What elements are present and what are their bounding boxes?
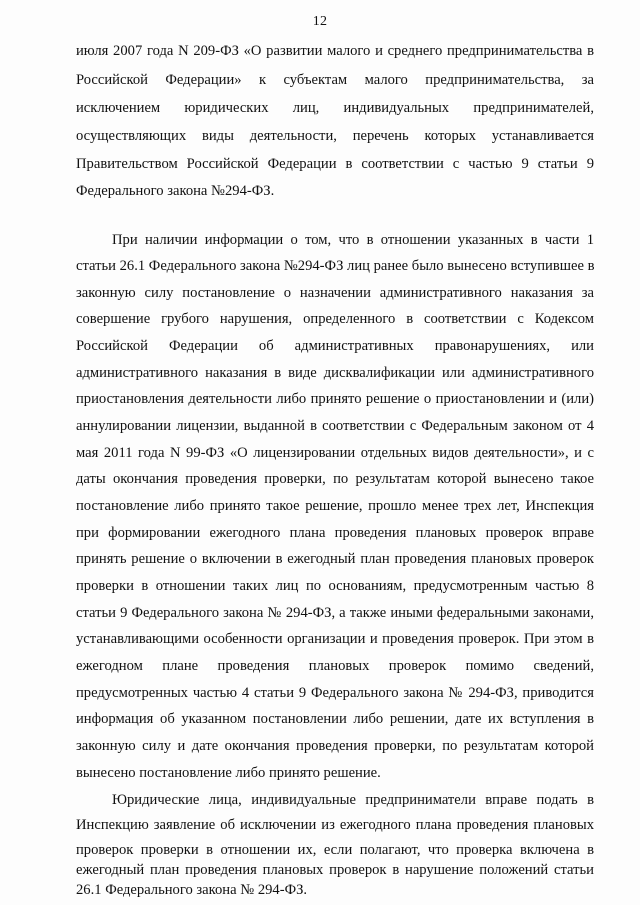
text-line: статьи 9 Федерального закона № 294-ФЗ, а также иными федеральными законами, <box>76 605 594 621</box>
text-line: статьи 26.1 Федерального закона №294-ФЗ лиц ранее было вынесено вступившее в <box>76 258 595 274</box>
text-line: ежегодный план проведения плановых проверок в нарушение положений статьи <box>76 862 594 878</box>
text-line: принять решение о включении в ежегодный план проведения плановых проверок <box>76 551 594 567</box>
text-line: исключением юридических лиц, индивидуальных предпринимателей, <box>76 100 594 116</box>
text-line: июля 2007 года N 209-ФЗ «О развитии малого и среднего предпринимательства в <box>76 43 594 59</box>
text-line: проверки в отношении таких лиц по основаниям, предусмотренным частью 8 <box>76 578 594 594</box>
text-line: постановление либо принято такое решение, прошло менее трех лет, Инспекция <box>76 498 594 514</box>
text-line: даты окончания проведения проверки, по результатам которой вынесено такое <box>76 471 594 487</box>
text-line: устанавливающими особенности организации и проведения проверок. При этом в <box>76 631 594 647</box>
page-number: 12 <box>312 14 328 29</box>
text-line: аннулировании лицензии, выданной в соответствии с Федеральным законом от 4 <box>76 418 594 434</box>
text-line: Российской Федерации» к субъектам малого предпринимательства, за <box>76 72 594 88</box>
text-line: законную силу постановление о назначении административного наказания за <box>76 285 594 301</box>
text-line: приостановления деятельности либо принято решение о приостановлении и (или) <box>76 391 594 407</box>
text-line: Юридические лица, индивидуальные предприниматели вправе подать в <box>112 792 594 808</box>
text-line: Инспекцию заявление об исключении из ежегодного плана проведения плановых <box>76 817 594 833</box>
text-line: осуществляющих виды деятельности, перечень которых устанавливается <box>76 128 594 144</box>
text-line: ежегодном плане проведения плановых проверок помимо сведений, <box>76 658 594 674</box>
text-line: административного наказания в виде дисквалификации или административного <box>76 365 594 381</box>
text-line: вынесено постановление либо принято решение. <box>76 765 381 781</box>
text-line: мая 2011 года N 99-ФЗ «О лицензировании отдельных видов деятельности», и с <box>76 445 594 461</box>
text-line: информация об указанном постановлении либо решении, дате их вступления в <box>76 711 594 727</box>
text-line: проверок проверки в отношении их, если полагают, что проверка включена в <box>76 842 594 858</box>
text-line: при формировании ежегодного плана проведения плановых проверок вправе <box>76 525 594 541</box>
text-line: совершение грубого нарушения, определенного в соответствии с Кодексом <box>76 311 594 327</box>
text-line: При наличии информации о том, что в отношении указанных в части 1 <box>112 232 594 248</box>
text-line: законную силу и дате окончания проведения проверки, по результатам которой <box>76 738 594 754</box>
text-line: 26.1 Федерального закона № 294-ФЗ. <box>76 882 308 898</box>
text-line: Федерального закона №294-ФЗ. <box>76 183 275 199</box>
text-line: Российской Федерации об административных правонарушениях, или <box>76 338 594 354</box>
text-line: Правительством Российской Федерации в соответствии с частью 9 статьи 9 <box>76 156 594 172</box>
text-line: предусмотренных частью 4 статьи 9 Федерального закона № 294-ФЗ, приводится <box>76 685 594 701</box>
